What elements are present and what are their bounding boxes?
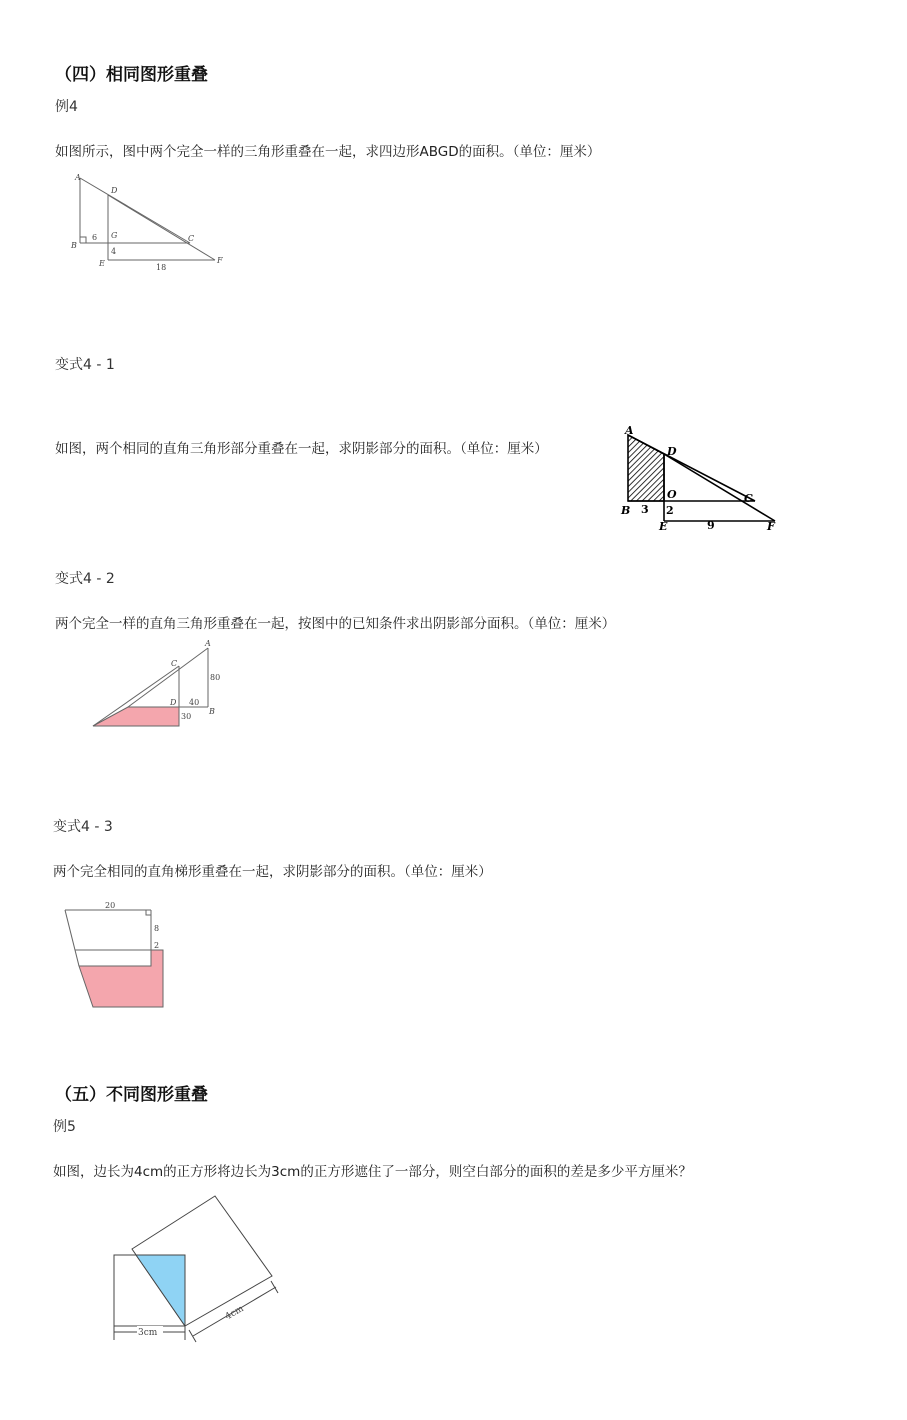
- shaded-region: [79, 950, 163, 1007]
- point-a-label: A: [625, 424, 634, 437]
- example-5-label: 例5: [53, 1119, 76, 1135]
- length-bo-label: 3: [641, 503, 649, 516]
- section-heading-4: （四）相同图形重叠: [55, 65, 208, 85]
- point-e-label: E: [99, 259, 105, 268]
- point-f-label: F: [217, 256, 223, 265]
- point-f-label: F: [767, 520, 775, 533]
- length-shift-label: 2: [154, 941, 160, 950]
- length-bg-label: 6: [92, 233, 98, 242]
- example-5-figure: [105, 1190, 285, 1350]
- variant-4-1-label: 变式4 - 1: [55, 357, 115, 373]
- example-4-label: 例4: [55, 99, 78, 115]
- length-db-label: 40: [189, 698, 200, 707]
- point-c-label: C: [744, 492, 753, 505]
- section-heading-5: （五）不同图形重叠: [55, 1085, 208, 1105]
- variant-4-2-question: 两个完全一样的直角三角形重叠在一起，按图中的已知条件求出阴影部分面积。（单位：厘米）: [55, 616, 616, 632]
- large-square-side-label: 4cm: [223, 1303, 246, 1323]
- point-a-label: A: [205, 639, 211, 648]
- point-e-label: E: [659, 520, 668, 533]
- point-b-label: B: [71, 241, 77, 250]
- variant-4-2-label: 变式4 - 2: [55, 571, 115, 587]
- point-d-label: D: [170, 698, 177, 707]
- length-ef-label: 18: [156, 263, 167, 272]
- example-4-question: 如图所示，图中两个完全一样的三角形重叠在一起，求四边形ABGD的面积。（单位：厘米）: [55, 144, 601, 160]
- length-right-label: 8: [154, 924, 160, 933]
- point-g-label: G: [111, 231, 118, 240]
- variant-4-2-figure: [88, 638, 228, 733]
- point-d-label: D: [111, 186, 118, 195]
- length-ge-label: 4: [111, 247, 117, 256]
- variant-4-3-figure: [60, 898, 180, 1013]
- point-b-label: B: [621, 504, 631, 517]
- length-d-bottom-label: 30: [181, 712, 192, 721]
- length-oe-label: 2: [666, 504, 674, 517]
- small-square-side-label: 3cm: [138, 1328, 158, 1338]
- point-d-label: D: [667, 445, 677, 458]
- point-a-label: A: [75, 173, 81, 182]
- point-c-label: C: [171, 659, 178, 668]
- example-5-question: 如图，边长为4cm的正方形将边长为3cm的正方形遮住了一部分，则空白部分的面积的差是多少平方厘米？: [53, 1164, 692, 1180]
- length-ef-label: 9: [707, 519, 715, 532]
- example-4-figure: [60, 168, 240, 278]
- length-ab-label: 80: [210, 673, 221, 682]
- point-c-label: C: [188, 234, 195, 243]
- variant-4-3-question: 两个完全相同的直角梯形重叠在一起，求阴影部分的面积。（单位：厘米）: [53, 864, 492, 880]
- length-top-label: 20: [105, 901, 116, 910]
- variant-4-1-figure: [615, 420, 790, 535]
- variant-4-1-question: 如图，两个相同的直角三角形部分重叠在一起，求阴影部分的面积。（单位：厘米）: [55, 441, 548, 457]
- variant-4-3-label: 变式4 - 3: [53, 819, 113, 835]
- point-b-label: B: [209, 707, 215, 716]
- point-o-label: O: [667, 488, 677, 501]
- shaded-region: [136, 1255, 185, 1326]
